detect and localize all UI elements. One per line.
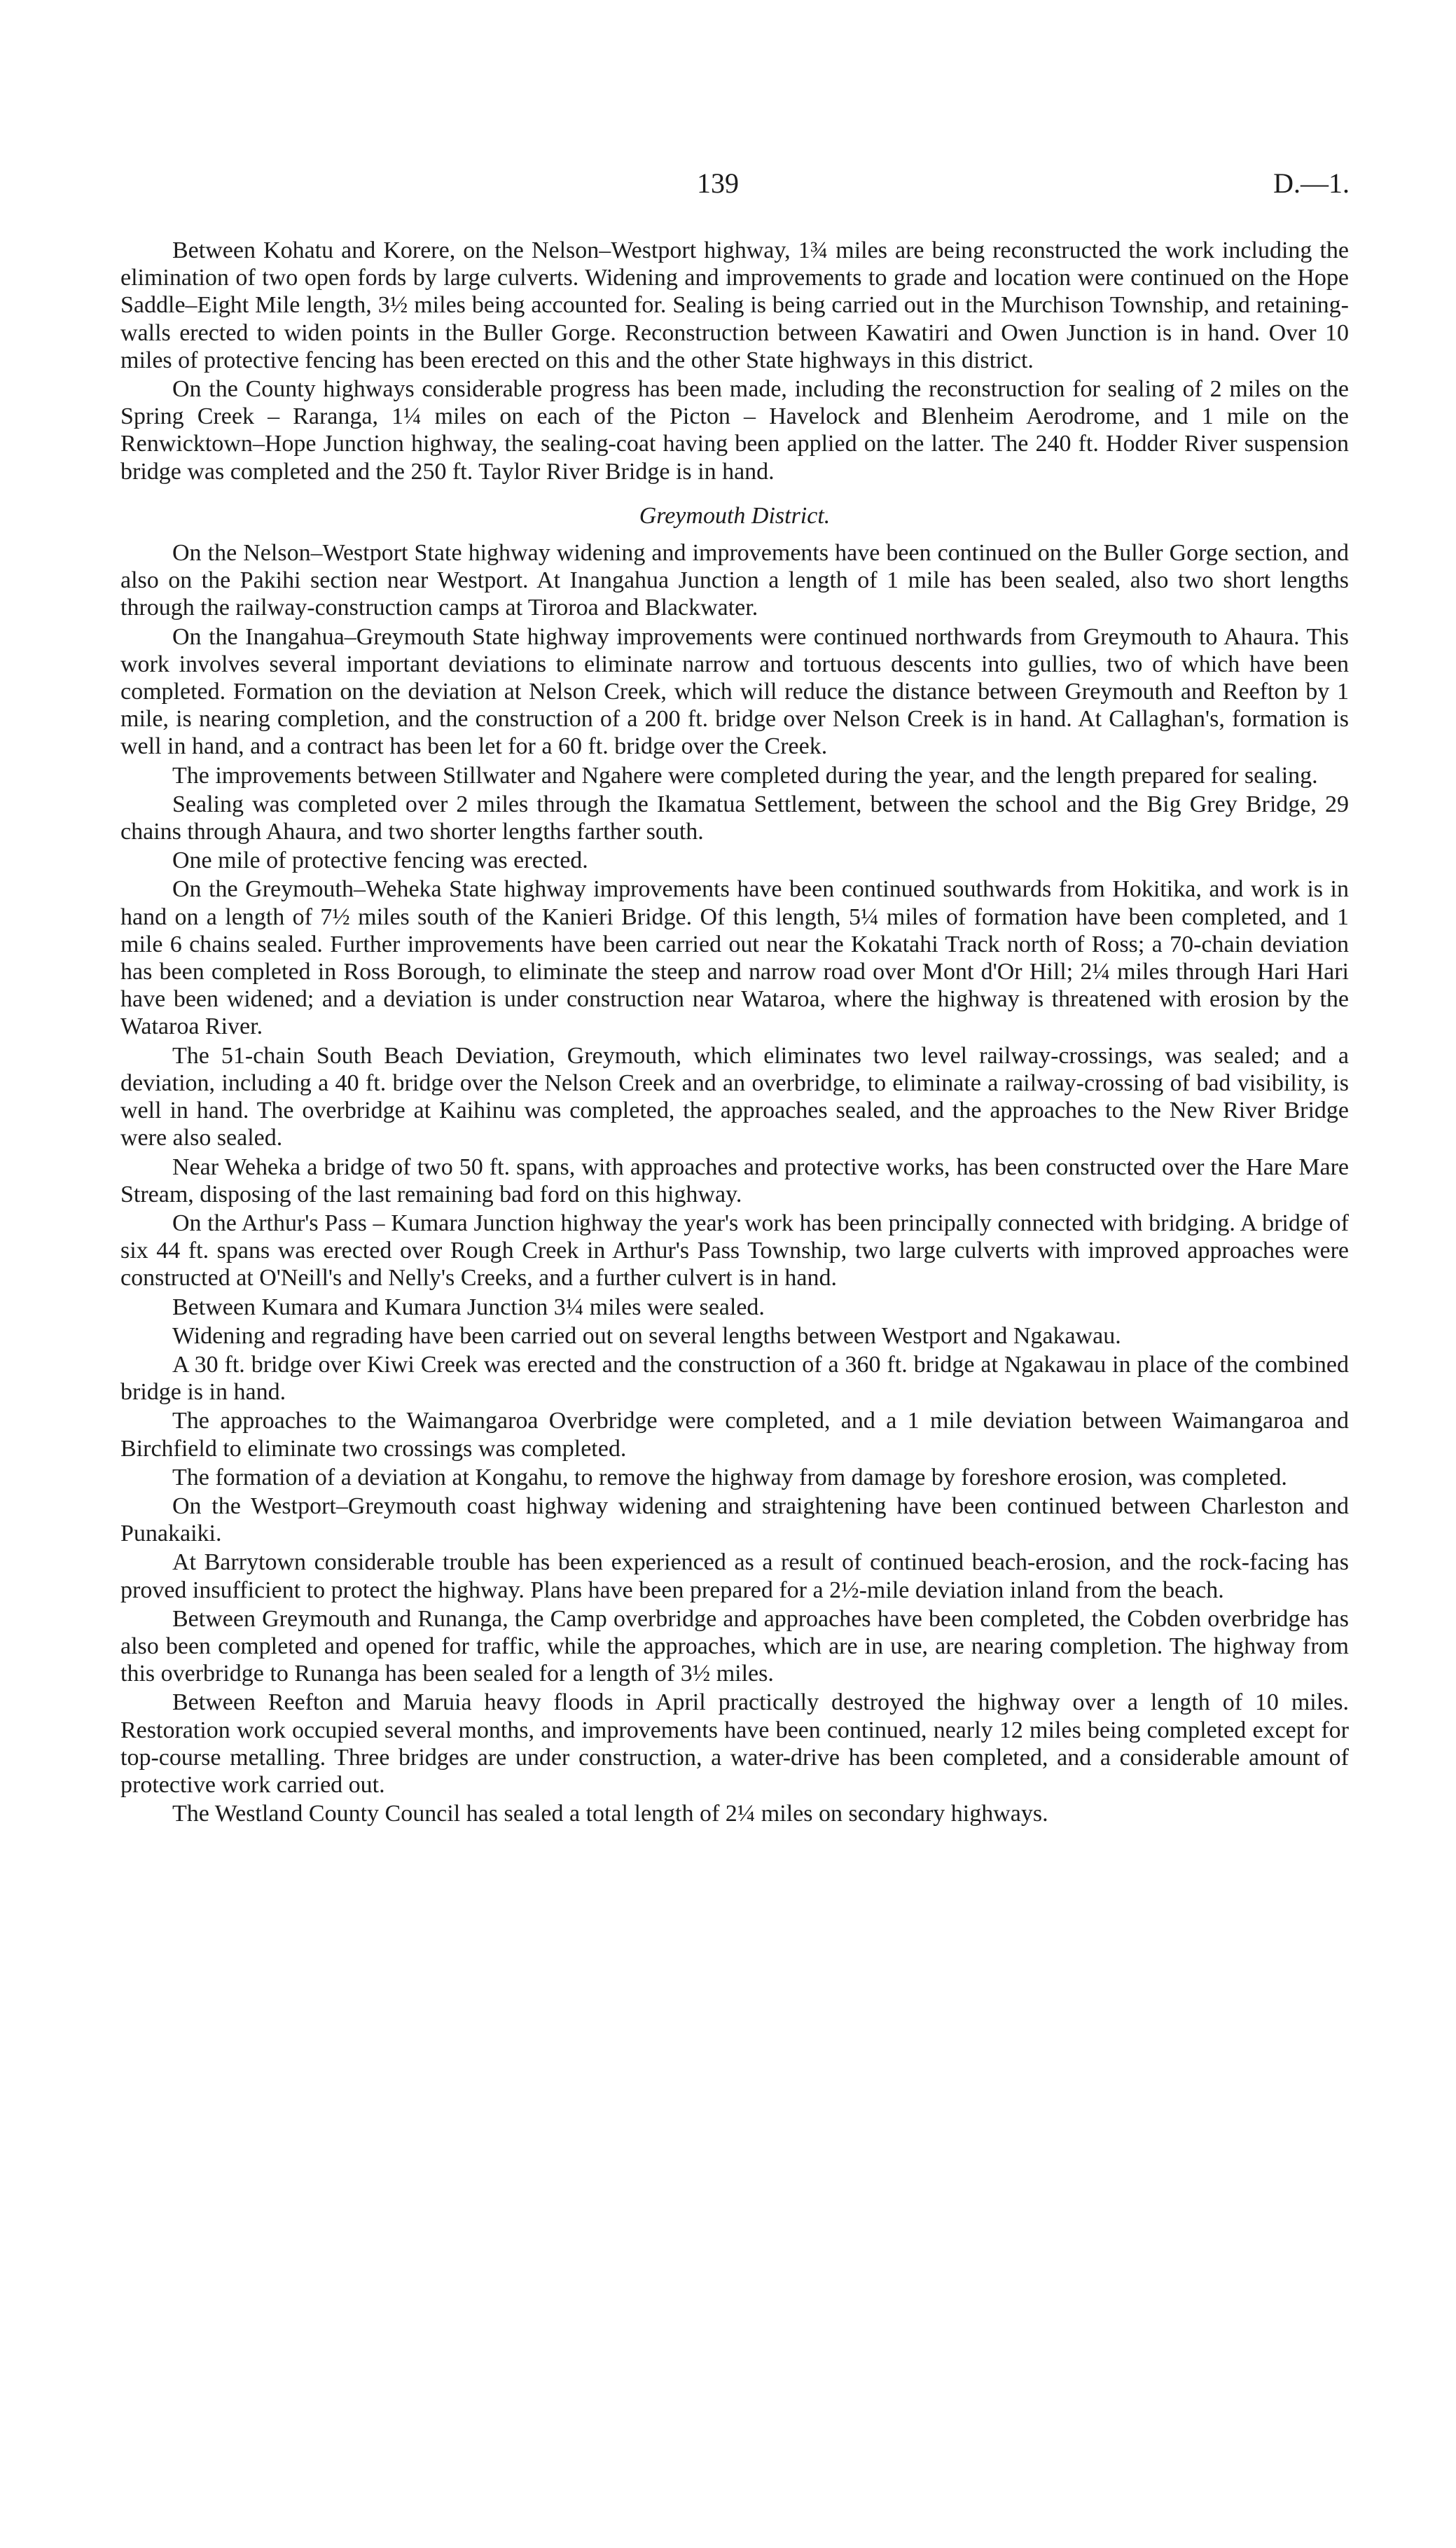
paragraph: A 30 ft. bridge over Kiwi Creek was erected and the construction of a 360 ft. bridge at Ngakawau in place of the combined bridge is in hand. — [120, 1351, 1349, 1406]
paragraph: The 51-chain South Beach Deviation, Greymouth, which eliminates two level railway-crossings, was sealed; and a deviation, including a 40 ft. bridge over the Nelson Creek and an overbridge, to eliminate a railway-crossing of bad visibility, is well in hand. The overbridge at Kaihinu was completed, the approaches sealed, and the approaches to the New River Bridge were also sealed. — [120, 1042, 1349, 1151]
section-heading-greymouth-district: Greymouth District. — [639, 502, 831, 529]
paragraph: On the County highways considerable progress has been made, including the reconstruction for sealing of 2 miles on the Spring Creek – Raranga, 1¼ miles on each of the Picton – Havelock and Blenheim Aerodrome, and 1 mile on the Renwicktown–Hope Junction highway, the sealing-coat having been applied on the latter. The 240 ft. Hodder River suspension bridge was completed and the 250 ft. Taylor River Bridge is in hand. — [120, 376, 1349, 485]
paragraph: One mile of protective fencing was erected. — [172, 847, 588, 874]
page-number: 139 — [697, 167, 739, 199]
paragraph: Between Kumara and Kumara Junction 3¼ miles were sealed. — [172, 1294, 765, 1320]
page-header — [0, 167, 1456, 209]
paragraph: Near Weheka a bridge of two 50 ft. spans, with approaches and protective works, has been constructed over the Hare Mare Stream, disposing of the last remaining bad ford on this highway. — [120, 1154, 1349, 1207]
paragraph: The Westland County Council has sealed a total length of 2¼ miles on secondary highways. — [172, 1801, 1048, 1827]
paragraph: On the Westport–Greymouth coast highway widening and straightening have been continued between Charleston and Punakaiki. — [120, 1493, 1349, 1547]
paragraph: On the Greymouth–Weheka State highway improvements have been continued southwards from Hokitika, and work is in hand on a length of 7½ miles south of the Kanieri Bridge. Of this length, 5¼ miles of formation have been completed, and 1 mile 6 chains sealed. Further improvements have been carried out near the Kokatahi Track north of Ross; a 70-chain deviation has been completed in Ross Borough, to eliminate the steep and narrow road over Mont d'Or Hill; 2¼ miles through Hari Hari have been widened; and a deviation is under construction near Wataroa, where the highway is threatened with erosion by the Wataroa River. — [120, 876, 1349, 1040]
paragraph: On the Arthur's Pass – Kumara Junction highway the year's work has been principally connected with bridging. A bridge of six 44 ft. spans was erected over Rough Creek in Arthur's Pass Township, two large culverts with improved approaches were constructed at O'Neill's and Nelly's Creeks, and a further culvert is in hand. — [120, 1210, 1349, 1292]
paragraph: On the Nelson–Westport State highway widening and improvements have been continued on the Buller Gorge section, and also on the Pakihi section near Westport. At Inangahua Junction a length of 1 mile has been sealed, also two short lengths through the railway-construction camps at Tiroroa and Blackwater. — [120, 540, 1349, 621]
paragraph: The approaches to the Waimangaroa Overbridge were completed, and a 1 mile deviation between Waimangaroa and Birchfield to eliminate two crossings was completed. — [120, 1408, 1349, 1462]
paragraph: Sealing was completed over 2 miles through the Ikamatua Settlement, between the school and the Big Grey Bridge, 29 chains through Ahaura, and two shorter lengths farther south. — [120, 791, 1349, 845]
paragraph: Between Greymouth and Runanga, the Camp overbridge and approaches have been completed, the Cobden overbridge has also been completed and opened for traffic, while the approaches, which are in use, are nearing completion. The highway from this overbridge to Runanga has been sealed for a length of 3½ miles. — [120, 1605, 1349, 1687]
paragraph: Between Kohatu and Korere, on the Nelson–Westport highway, 1¾ miles are being reconstructed the work including the elimination of two open fords by large culverts. Widening and improvements to grade and location were continued on the Hope Saddle–Eight Mile length, 3½ miles being accounted for. Sealing is being carried out in the Murchison Township, and retaining-walls erected to widen points in the Buller Gorge. Reconstruction between Kawatiri and Owen Junction is in hand. Over 10 miles of protective fencing has been erected on this and the other State highways in this district. — [120, 237, 1349, 373]
paragraph: Between Reefton and Maruia heavy floods in April practically destroyed the highway over a length of 10 miles. Restoration work occupied several months, and improvements have been continued, nearly 12 miles being completed except for top-course metalling. Three bridges are under construction, a water-drive has been completed, and a considerable amount of protective work carried out. — [120, 1689, 1349, 1798]
document-reference: D.—1. — [1273, 167, 1350, 199]
paragraph: Widening and regrading have been carried out on several lengths between Westport and Ngakawau. — [172, 1322, 1121, 1349]
body-text — [120, 237, 1349, 1829]
paragraph: The formation of a deviation at Kongahu, to remove the highway from damage by foreshore erosion, was completed. — [172, 1464, 1287, 1490]
paragraph: On the Inangahua–Greymouth State highway improvements were continued northwards from Greymouth to Ahaura. This work involves several important deviations to eliminate narrow and tortuous descents into gullies, two of which have been completed. Formation on the deviation at Nelson Creek, which will reduce the distance between Greymouth and Reefton by 1 mile, is nearing completion, and the construction of a 200 ft. bridge over Nelson Creek is in hand. At Callaghan's, formation is well in hand, and a contract has been let for a 60 ft. bridge over the Creek. — [120, 623, 1349, 760]
paragraph: At Barrytown considerable trouble has been experienced as a result of continued beach-erosion, and the rock-facing has proved insufficient to protect the highway. Plans have been prepared for a 2½-mile deviation inland from the beach. — [120, 1549, 1349, 1603]
paragraph: The improvements between Stillwater and Ngahere were completed during the year, and the length prepared for sealing. — [172, 762, 1318, 789]
